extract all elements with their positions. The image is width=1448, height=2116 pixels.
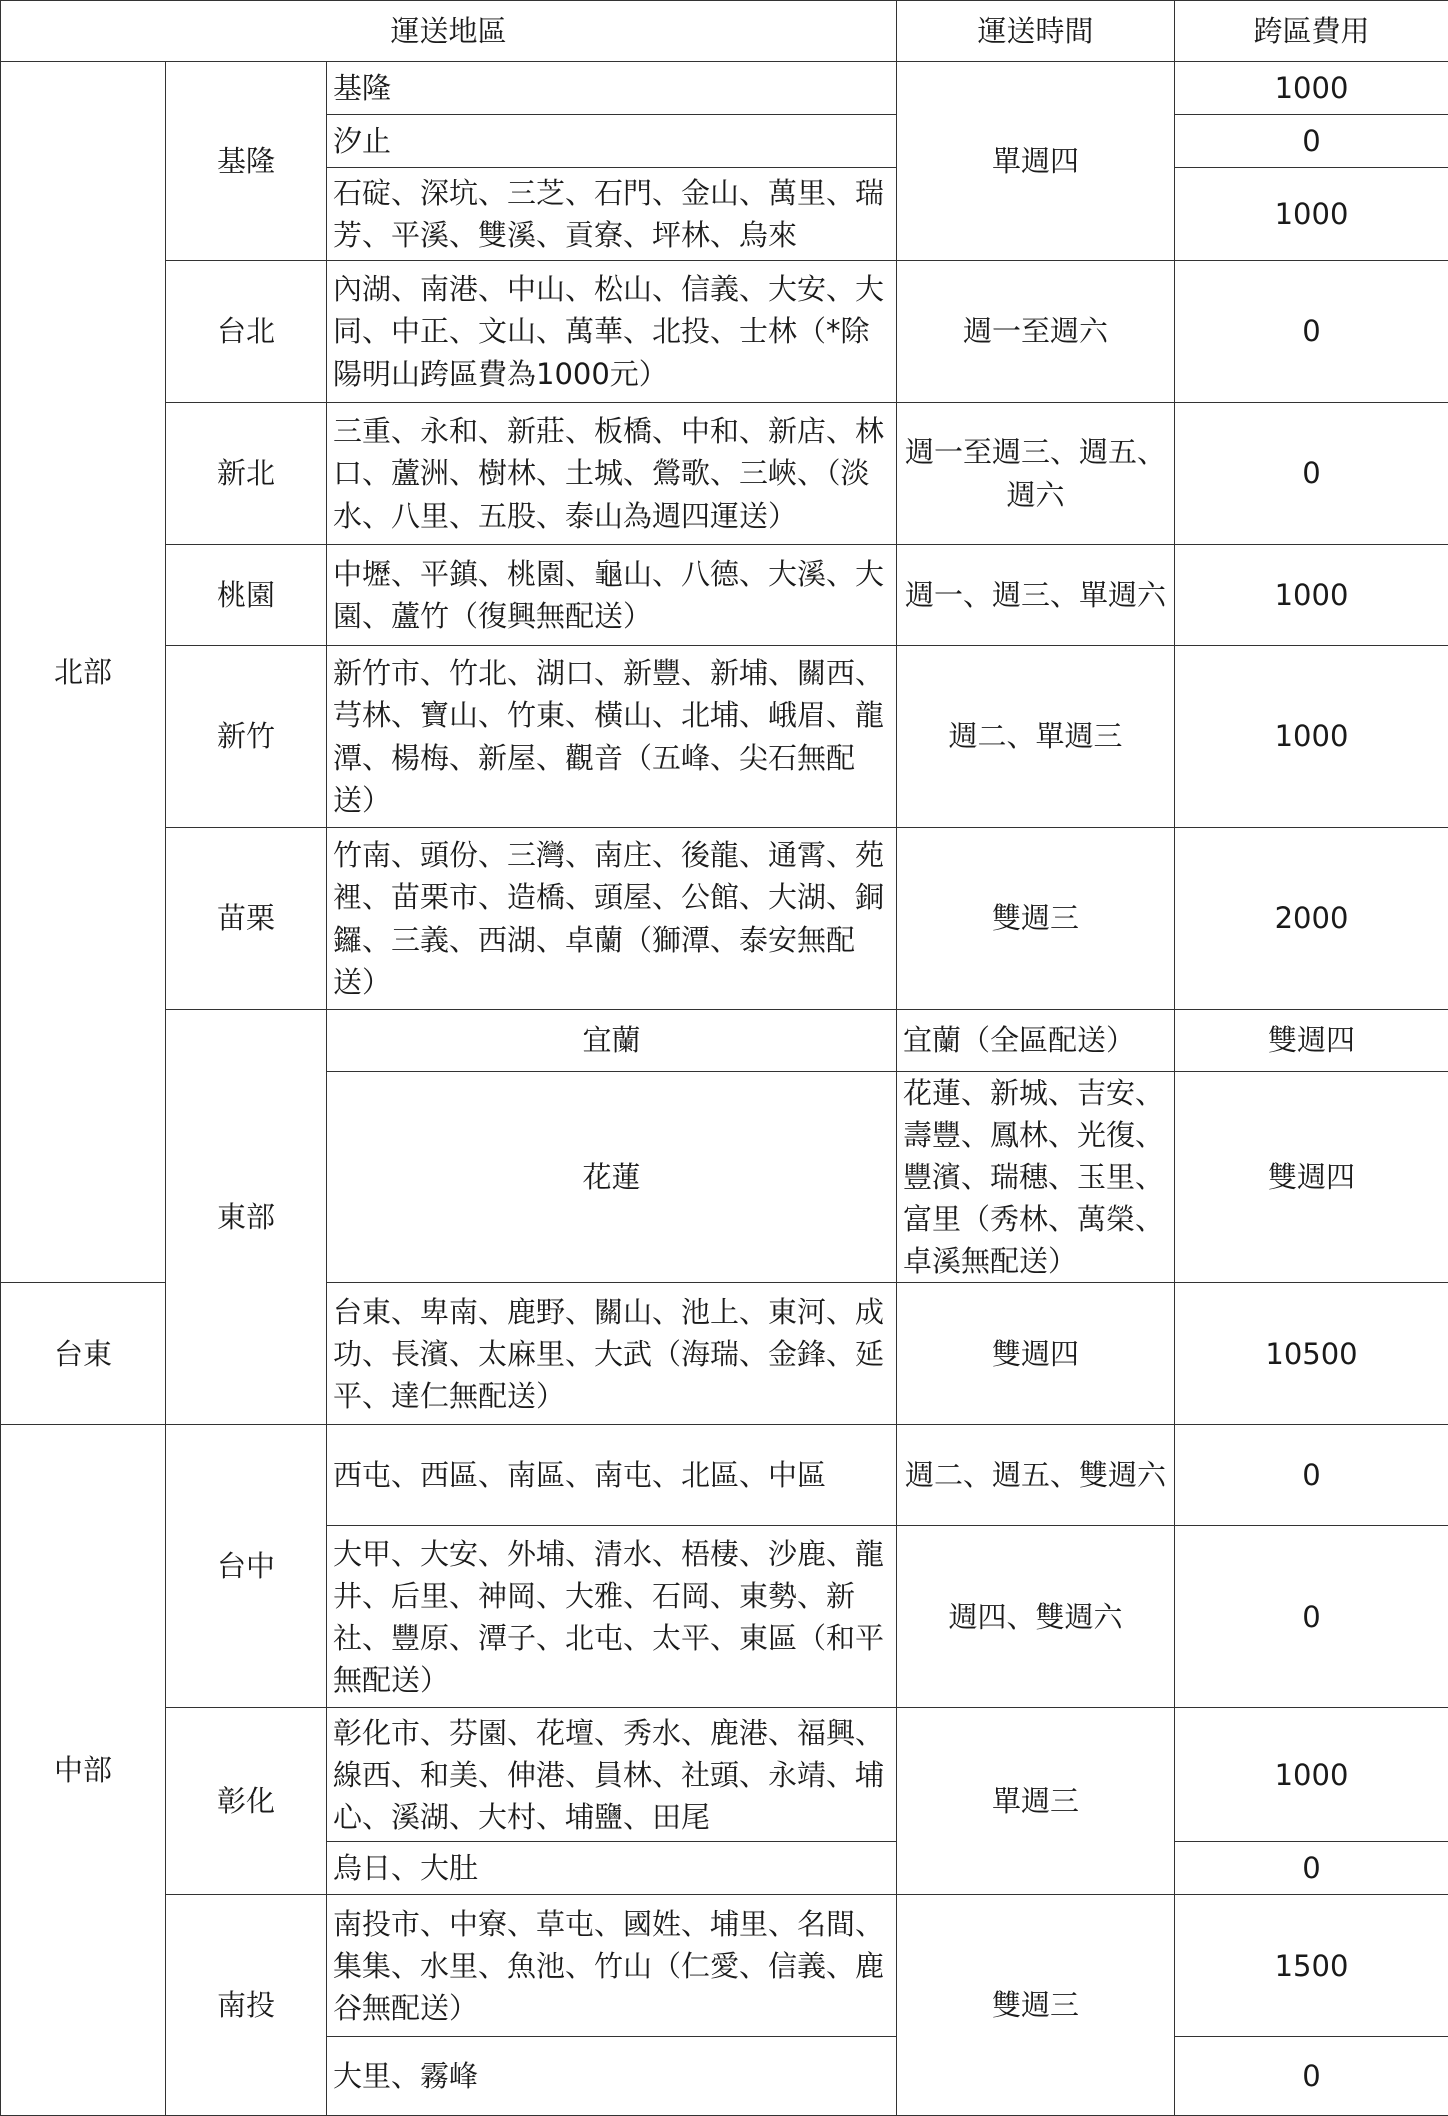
fee-cell: 1000 (1175, 545, 1448, 646)
districts-cell: 中壢、平鎮、桃園、龜山、八德、大溪、大園、蘆竹（復興無配送） (327, 545, 897, 646)
fee-cell: 10500 (1175, 1283, 1448, 1425)
fee-cell: 0 (1175, 2037, 1448, 2116)
table-row (1, 545, 1448, 646)
city-hualien: 花蓮 (327, 1072, 897, 1283)
table-row (1, 828, 1448, 1010)
time-cell: 週二、週五、雙週六 (897, 1425, 1175, 1526)
header-fee: 跨區費用 (1175, 1, 1448, 62)
table-row (1, 646, 1448, 828)
header-time: 運送時間 (897, 1, 1175, 62)
fee-cell: 0 (1175, 115, 1448, 168)
districts-cell: 南投市、中寮、草屯、國姓、埔里、名間、集集、水里、魚池、竹山（仁愛、信義、鹿谷無配送） (327, 1895, 897, 2037)
fee-cell: 0 (1175, 1526, 1448, 1708)
districts-cell: 烏日、大肚 (327, 1842, 897, 1895)
city-taoyuan: 桃園 (166, 545, 327, 646)
city-taitung: 台東 (1, 1283, 166, 1425)
fee-cell: 0 (1175, 403, 1448, 545)
city-newtaipei: 新北 (166, 403, 327, 545)
table-row (1, 1425, 1448, 1526)
table-row (1, 261, 1448, 403)
fee-cell: 0 (1175, 1425, 1448, 1526)
city-taichung: 台中 (166, 1425, 327, 1708)
table-row (1, 1708, 1448, 1842)
city-hsinchu: 新竹 (166, 646, 327, 828)
fee-cell: 1000 (1175, 168, 1448, 261)
fee-cell: 1000 (1175, 646, 1448, 828)
time-cell: 單週三 (897, 1708, 1175, 1895)
header-row (1, 1, 1448, 62)
districts-cell: 三重、永和、新莊、板橋、中和、新店、林口、蘆洲、樹林、土城、鶯歌、三峽、（淡水、八里、五股、泰山為週四運送） (327, 403, 897, 545)
city-keelung: 基隆 (166, 62, 327, 261)
city-miaoli: 苗栗 (166, 828, 327, 1010)
table-row (1, 1895, 1448, 2037)
fee-cell: 0 (1175, 261, 1448, 403)
districts-cell: 竹南、頭份、三灣、南庄、後龍、通霄、苑裡、苗栗市、造橋、頭屋、公館、大湖、銅鑼、三義、西湖、卓蘭（獅潭、泰安無配送） (327, 828, 897, 1010)
time-cell: 週四、雙週六 (897, 1526, 1175, 1708)
city-taipei: 台北 (166, 261, 327, 403)
time-cell: 週一至週六 (897, 261, 1175, 403)
time-cell: 週一至週三、週五、週六 (897, 403, 1175, 545)
fee-cell: 2000 (1175, 828, 1448, 1010)
districts-cell: 宜蘭（全區配送） (897, 1010, 1175, 1072)
districts-cell: 花蓮、新城、吉安、壽豐、鳳林、光復、豐濱、瑞穗、玉里、富里（秀林、萬榮、卓溪無配送） (897, 1072, 1175, 1283)
city-yilan: 宜蘭 (327, 1010, 897, 1072)
time-cell: 週一、週三、單週六 (897, 545, 1175, 646)
region-central: 中部 (1, 1425, 166, 2116)
time-cell: 單週四 (897, 62, 1175, 261)
region-east: 東部 (166, 1010, 327, 1425)
districts-cell: 彰化市、芬園、花壇、秀水、鹿港、福興、線西、和美、伸港、員林、社頭、永靖、埔心、溪湖、大村、埔鹽、田尾 (327, 1708, 897, 1842)
table-row (1, 62, 1448, 115)
region-north: 北部 (1, 62, 166, 1283)
districts-cell: 汐止 (327, 115, 897, 168)
districts-cell: 基隆 (327, 62, 897, 115)
districts-cell: 大里、霧峰 (327, 2037, 897, 2116)
districts-cell: 大甲、大安、外埔、清水、梧棲、沙鹿、龍井、后里、神岡、大雅、石岡、東勢、新社、豐原、潭子、北屯、太平、東區（和平無配送） (327, 1526, 897, 1708)
districts-cell: 新竹市、竹北、湖口、新豐、新埔、關西、芎林、寶山、竹東、橫山、北埔、峨眉、龍潭、楊梅、新屋、觀音（五峰、尖石無配送） (327, 646, 897, 828)
time-cell: 雙週四 (897, 1283, 1175, 1425)
fee-cell: 0 (1175, 1842, 1448, 1895)
fee-cell: 1000 (1175, 62, 1448, 115)
fee-cell: 1000 (1175, 1708, 1448, 1842)
time-cell: 雙週四 (1175, 1010, 1448, 1072)
header-area: 運送地區 (1, 1, 897, 62)
districts-cell: 內湖、南港、中山、松山、信義、大安、大同、中正、文山、萬華、北投、士林（*除陽明山跨區費為1000元） (327, 261, 897, 403)
city-nantou: 南投 (166, 1895, 327, 2116)
districts-cell: 台東、卑南、鹿野、關山、池上、東河、成功、長濱、太麻里、大武（海瑞、金鋒、延平、達仁無配送） (327, 1283, 897, 1425)
table-row (1, 403, 1448, 545)
fee-cell: 1500 (1175, 1895, 1448, 2037)
time-cell: 雙週三 (897, 828, 1175, 1010)
time-cell: 雙週四 (1175, 1072, 1448, 1283)
city-changhua: 彰化 (166, 1708, 327, 1895)
districts-cell: 西屯、西區、南區、南屯、北區、中區 (327, 1425, 897, 1526)
time-cell: 週二、單週三 (897, 646, 1175, 828)
districts-cell: 石碇、深坑、三芝、石門、金山、萬里、瑞芳、平溪、雙溪、貢寮、坪林、烏來 (327, 168, 897, 261)
time-cell: 雙週三 (897, 1895, 1175, 2116)
table-row (1, 1010, 1448, 1072)
